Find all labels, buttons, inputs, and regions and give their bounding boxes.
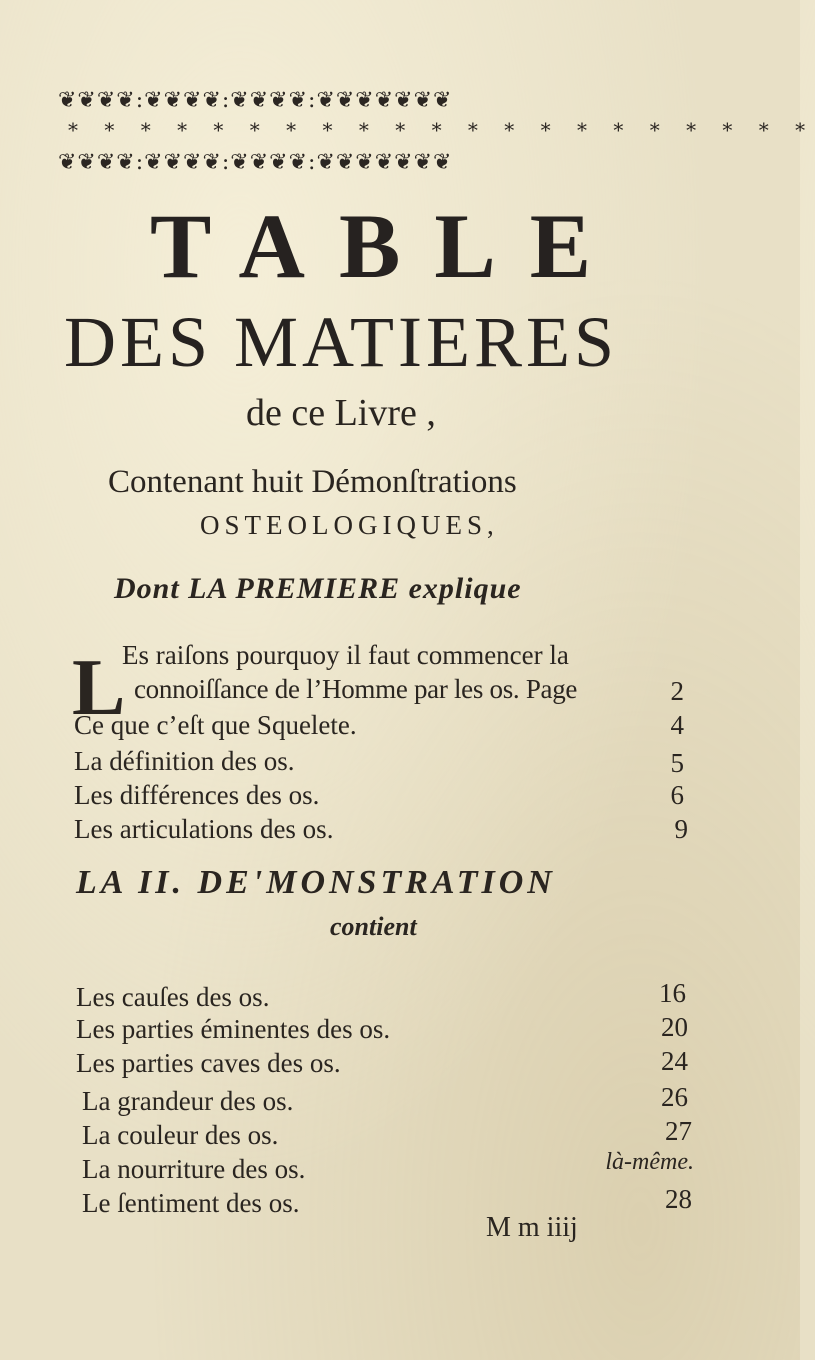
book-reference: de ce Livre ,: [246, 392, 436, 434]
toc-entry: Ce que c’eſt que Squelete.: [74, 710, 357, 740]
contents-description: Contenant huit Démonſtrations: [108, 464, 517, 500]
toc-entry: La couleur des os.: [82, 1120, 279, 1150]
toc-page-number: 26: [661, 1082, 688, 1112]
ornament-row-top: ❦❦❦❦:❦❦❦❦:❦❦❦❦:❦❦❦❦❦❦❦: [58, 88, 453, 113]
page-title: TABLE: [150, 195, 626, 297]
toc-entry: Les cauſes des os.: [76, 982, 270, 1012]
toc-page-number: 28: [665, 1184, 692, 1214]
osteology-label: OSTEOLOGIQUES,: [200, 510, 499, 540]
toc-page-number: 2: [670, 676, 684, 706]
toc-entry: Les articulations des os.: [74, 814, 334, 844]
printer-signature-mark: M m iiij: [486, 1212, 578, 1243]
page-subtitle: DES MATIERES: [64, 302, 619, 382]
toc-entry: La définition des os.: [74, 746, 295, 776]
ornament-row-stars: * * * * * * * * * * * * * * * * * * * * *: [68, 118, 815, 142]
toc-entry: La nourriture des os.: [82, 1154, 306, 1184]
section-heading: LA II. DE'MONSTRATION: [76, 864, 556, 901]
first-section-intro: Dont LA PREMIERE explique: [114, 572, 522, 605]
toc-page-number: 24: [661, 1046, 688, 1076]
toc-entry-line: connoiſſance de l’Homme par les os. Page: [134, 674, 578, 704]
toc-entry: Les parties éminentes des os.: [76, 1014, 391, 1044]
toc-entry: Le ſentiment des os.: [82, 1188, 300, 1218]
toc-page-number: 4: [670, 710, 684, 740]
toc-entry: La grandeur des os.: [82, 1086, 294, 1116]
ornament-row-bottom: ❦❦❦❦:❦❦❦❦:❦❦❦❦:❦❦❦❦❦❦❦: [58, 150, 453, 175]
ornament-band: [58, 88, 815, 186]
toc-page-number: 27: [665, 1116, 692, 1146]
drop-capital: L: [72, 644, 126, 732]
toc-page-number: 5: [670, 748, 684, 778]
toc-page-number: 20: [661, 1012, 688, 1042]
toc-page-number: 6: [670, 780, 684, 810]
section-subheading: contient: [330, 912, 417, 941]
toc-page-number: 9: [674, 814, 688, 844]
toc-entry-line: Es raiſons pourquoy il faut commencer la: [122, 640, 569, 670]
toc-page-number: là-même.: [605, 1149, 694, 1175]
toc-page-number: 16: [659, 978, 686, 1008]
toc-entry: Les différences des os.: [74, 780, 320, 810]
toc-entry: Les parties caves des os.: [76, 1048, 341, 1078]
